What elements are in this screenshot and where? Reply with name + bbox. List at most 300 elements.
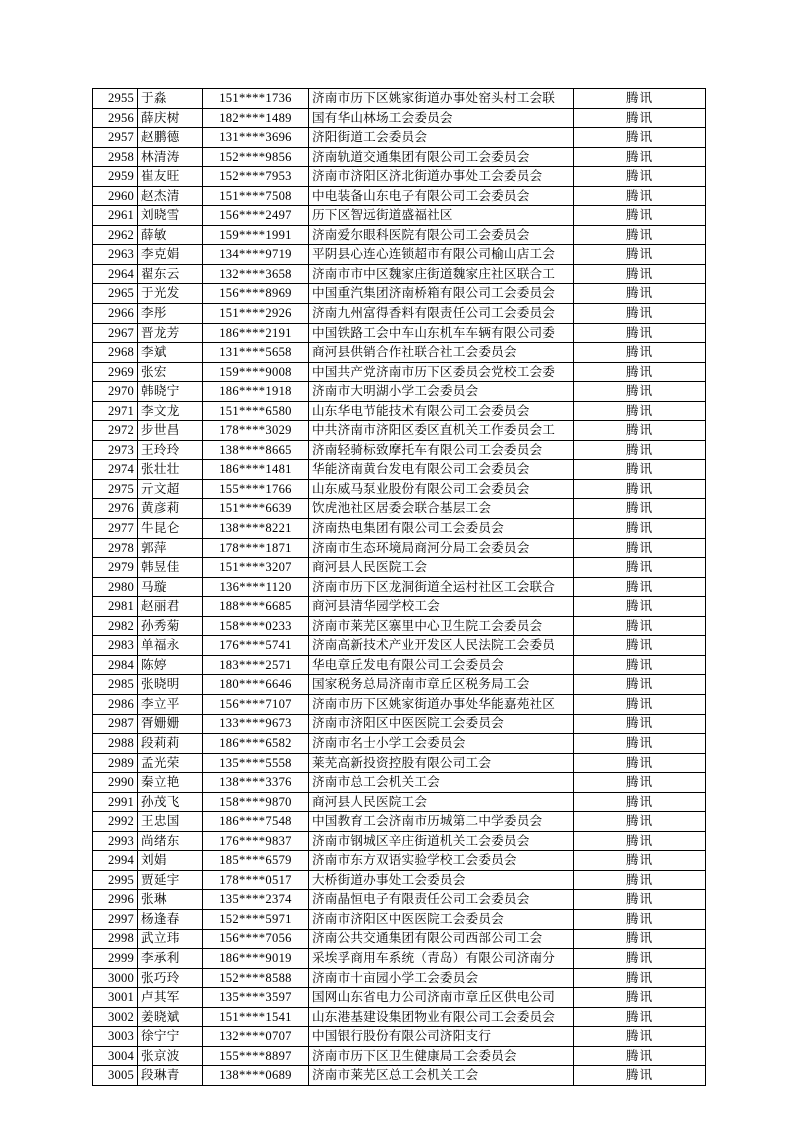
table-row — [93, 577, 706, 597]
cell-sequence-number: 2968 — [93, 343, 138, 363]
cell-organization-name: 商河县供销合作社联合社工会委员会 — [309, 343, 574, 363]
table-row — [93, 949, 706, 969]
table-row — [93, 968, 706, 988]
table-row — [93, 440, 706, 460]
cell-organization-name: 济南市钢城区辛庄街道机关工会委员会 — [309, 831, 574, 851]
cell-masked-phone-number: 182****1489 — [203, 108, 309, 128]
table-row — [93, 343, 706, 363]
cell-person-name: 陈婷 — [138, 655, 203, 675]
cell-masked-phone-number: 178****0517 — [203, 870, 309, 890]
table-row — [93, 1066, 706, 1086]
cell-source-channel: 腾讯 — [574, 440, 706, 460]
cell-organization-name: 济南轻骑标致摩托车有限公司工会委员会 — [309, 440, 574, 460]
cell-sequence-number: 3002 — [93, 1007, 138, 1027]
cell-organization-name: 济南高新技术产业开发区人民法院工会委员 — [309, 636, 574, 656]
cell-masked-phone-number: 151****1541 — [203, 1007, 309, 1027]
cell-organization-name: 商河县人民医院工会 — [309, 792, 574, 812]
cell-masked-phone-number: 159****9008 — [203, 362, 309, 382]
cell-person-name: 刘娟 — [138, 851, 203, 871]
cell-sequence-number: 2966 — [93, 304, 138, 324]
cell-organization-name: 中国教育工会济南市历城第二中学委员会 — [309, 812, 574, 832]
cell-person-name: 武立玮 — [138, 929, 203, 949]
cell-person-name: 韩昱佳 — [138, 558, 203, 578]
cell-masked-phone-number: 131****3696 — [203, 128, 309, 148]
cell-sequence-number: 2995 — [93, 870, 138, 890]
cell-source-channel: 腾讯 — [574, 108, 706, 128]
cell-masked-phone-number: 159****1991 — [203, 225, 309, 245]
cell-person-name: 贾延宇 — [138, 870, 203, 890]
table-row — [93, 812, 706, 832]
cell-source-channel: 腾讯 — [574, 890, 706, 910]
cell-person-name: 姜晓斌 — [138, 1007, 203, 1027]
cell-sequence-number: 2969 — [93, 362, 138, 382]
table-row — [93, 479, 706, 499]
cell-sequence-number: 2965 — [93, 284, 138, 304]
cell-masked-phone-number: 152****7953 — [203, 167, 309, 187]
cell-person-name: 王忠国 — [138, 812, 203, 832]
cell-source-channel: 腾讯 — [574, 909, 706, 929]
cell-masked-phone-number: 151****6639 — [203, 499, 309, 519]
cell-sequence-number: 2999 — [93, 949, 138, 969]
cell-organization-name: 济南市济阳区中医医院工会委员会 — [309, 909, 574, 929]
cell-source-channel: 腾讯 — [574, 304, 706, 324]
cell-source-channel: 腾讯 — [574, 734, 706, 754]
cell-organization-name: 山东港基建设集团物业有限公司工会委员会 — [309, 1007, 574, 1027]
cell-masked-phone-number: 186****7548 — [203, 812, 309, 832]
cell-organization-name: 山东华电节能技术有限公司工会委员会 — [309, 401, 574, 421]
cell-sequence-number: 2986 — [93, 694, 138, 714]
cell-person-name: 赵杰清 — [138, 186, 203, 206]
cell-masked-phone-number: 138****0689 — [203, 1066, 309, 1086]
cell-masked-phone-number: 151****2926 — [203, 304, 309, 324]
table-row — [93, 714, 706, 734]
cell-organization-name: 中国共产党济南市历下区委员会党校工会委 — [309, 362, 574, 382]
cell-organization-name: 济南公共交通集团有限公司西部公司工会 — [309, 929, 574, 949]
table-row — [93, 929, 706, 949]
cell-masked-phone-number: 178****1871 — [203, 538, 309, 558]
cell-sequence-number: 3005 — [93, 1066, 138, 1086]
cell-source-channel: 腾讯 — [574, 949, 706, 969]
cell-sequence-number: 2980 — [93, 577, 138, 597]
cell-source-channel: 腾讯 — [574, 929, 706, 949]
table-row — [93, 421, 706, 441]
table-row — [93, 538, 706, 558]
cell-organization-name: 国有华山林场工会委员会 — [309, 108, 574, 128]
cell-masked-phone-number: 132****3658 — [203, 264, 309, 284]
cell-source-channel: 腾讯 — [574, 753, 706, 773]
cell-person-name: 黄彦莉 — [138, 499, 203, 519]
cell-organization-name: 平阴县心连心连锁超市有限公司榆山店工会 — [309, 245, 574, 265]
cell-masked-phone-number: 135****5558 — [203, 753, 309, 773]
cell-person-name: 孟光荣 — [138, 753, 203, 773]
cell-source-channel: 腾讯 — [574, 694, 706, 714]
cell-sequence-number: 2976 — [93, 499, 138, 519]
cell-masked-phone-number: 151****1736 — [203, 89, 309, 109]
cell-person-name: 李文龙 — [138, 401, 203, 421]
cell-masked-phone-number: 152****9856 — [203, 147, 309, 167]
cell-person-name: 于淼 — [138, 89, 203, 109]
cell-person-name: 薛庆树 — [138, 108, 203, 128]
cell-sequence-number: 3000 — [93, 968, 138, 988]
cell-organization-name: 济南市总工会机关工会 — [309, 773, 574, 793]
cell-sequence-number: 2984 — [93, 655, 138, 675]
cell-person-name: 赵鹏德 — [138, 128, 203, 148]
cell-source-channel: 腾讯 — [574, 479, 706, 499]
cell-person-name: 崔友旺 — [138, 167, 203, 187]
cell-source-channel: 腾讯 — [574, 499, 706, 519]
cell-source-channel: 腾讯 — [574, 655, 706, 675]
table-row — [93, 831, 706, 851]
table-row — [93, 773, 706, 793]
cell-masked-phone-number: 138****3376 — [203, 773, 309, 793]
cell-source-channel: 腾讯 — [574, 206, 706, 226]
cell-person-name: 翟东云 — [138, 264, 203, 284]
cell-organization-name: 济南市大明湖小学工会委员会 — [309, 382, 574, 402]
cell-sequence-number: 2959 — [93, 167, 138, 187]
table-row — [93, 147, 706, 167]
cell-organization-name: 济南市生态环境局商河分局工会委员会 — [309, 538, 574, 558]
cell-source-channel: 腾讯 — [574, 264, 706, 284]
cell-person-name: 秦立艳 — [138, 773, 203, 793]
roster-table — [92, 88, 706, 1086]
table-row — [93, 636, 706, 656]
table-row — [93, 1046, 706, 1066]
cell-masked-phone-number: 178****3029 — [203, 421, 309, 441]
cell-organization-name: 济南市历下区姚家街道办事处窑头村工会联 — [309, 89, 574, 109]
cell-masked-phone-number: 151****7508 — [203, 186, 309, 206]
cell-masked-phone-number: 186****6582 — [203, 734, 309, 754]
cell-sequence-number: 2967 — [93, 323, 138, 343]
cell-source-channel: 腾讯 — [574, 1046, 706, 1066]
cell-masked-phone-number: 183****2571 — [203, 655, 309, 675]
cell-sequence-number: 2981 — [93, 597, 138, 617]
cell-person-name: 李斌 — [138, 343, 203, 363]
cell-organization-name: 济南市东方双语实验学校工会委员会 — [309, 851, 574, 871]
cell-masked-phone-number: 186****1918 — [203, 382, 309, 402]
cell-sequence-number: 2993 — [93, 831, 138, 851]
cell-organization-name: 济南市十亩园小学工会委员会 — [309, 968, 574, 988]
cell-sequence-number: 2962 — [93, 225, 138, 245]
cell-organization-name: 济阳街道工会委员会 — [309, 128, 574, 148]
table-row — [93, 186, 706, 206]
table-row — [93, 284, 706, 304]
table-row — [93, 792, 706, 812]
cell-masked-phone-number: 156****2497 — [203, 206, 309, 226]
cell-organization-name: 济南热电集团有限公司工会委员会 — [309, 519, 574, 539]
cell-source-channel: 腾讯 — [574, 167, 706, 187]
cell-person-name: 张宏 — [138, 362, 203, 382]
cell-sequence-number: 2977 — [93, 519, 138, 539]
cell-organization-name: 国网山东省电力公司济南市章丘区供电公司 — [309, 988, 574, 1008]
table-row — [93, 1007, 706, 1027]
cell-sequence-number: 2996 — [93, 890, 138, 910]
cell-organization-name: 莱芜高新投资控股有限公司工会 — [309, 753, 574, 773]
cell-source-channel: 腾讯 — [574, 284, 706, 304]
cell-source-channel: 腾讯 — [574, 597, 706, 617]
table-row — [93, 597, 706, 617]
cell-source-channel: 腾讯 — [574, 988, 706, 1008]
cell-sequence-number: 2982 — [93, 616, 138, 636]
cell-person-name: 单福永 — [138, 636, 203, 656]
cell-masked-phone-number: 133****9673 — [203, 714, 309, 734]
table-row — [93, 128, 706, 148]
cell-source-channel: 腾讯 — [574, 851, 706, 871]
table-row — [93, 460, 706, 480]
table-row — [93, 245, 706, 265]
cell-sequence-number: 3001 — [93, 988, 138, 1008]
table-row — [93, 1027, 706, 1047]
cell-sequence-number: 2989 — [93, 753, 138, 773]
table-row — [93, 851, 706, 871]
cell-organization-name: 大桥街道办事处工会委员会 — [309, 870, 574, 890]
cell-organization-name: 历下区智远街道盛福社区 — [309, 206, 574, 226]
cell-organization-name: 中电装备山东电子有限公司工会委员会 — [309, 186, 574, 206]
cell-source-channel: 腾讯 — [574, 636, 706, 656]
cell-person-name: 徐宁宁 — [138, 1027, 203, 1047]
cell-masked-phone-number: 158****9870 — [203, 792, 309, 812]
table-row — [93, 734, 706, 754]
cell-person-name: 赵丽君 — [138, 597, 203, 617]
cell-person-name: 马璇 — [138, 577, 203, 597]
cell-masked-phone-number: 135****2374 — [203, 890, 309, 910]
table-row — [93, 988, 706, 1008]
cell-masked-phone-number: 135****3597 — [203, 988, 309, 1008]
table-row — [93, 108, 706, 128]
cell-organization-name: 济南市名士小学工会委员会 — [309, 734, 574, 754]
cell-organization-name: 华电章丘发电有限公司工会委员会 — [309, 655, 574, 675]
cell-source-channel: 腾讯 — [574, 382, 706, 402]
cell-source-channel: 腾讯 — [574, 1007, 706, 1027]
roster-table-body — [93, 89, 706, 1086]
cell-sequence-number: 2988 — [93, 734, 138, 754]
cell-masked-phone-number: 188****6685 — [203, 597, 309, 617]
table-row — [93, 382, 706, 402]
cell-organization-name: 济南市市中区魏家庄街道魏家庄社区联合工 — [309, 264, 574, 284]
cell-masked-phone-number: 131****5658 — [203, 343, 309, 363]
cell-organization-name: 济南市历下区姚家街道办事处华能嘉苑社区 — [309, 694, 574, 714]
cell-source-channel: 腾讯 — [574, 89, 706, 109]
table-row — [93, 694, 706, 714]
cell-sequence-number: 2997 — [93, 909, 138, 929]
cell-person-name: 步世昌 — [138, 421, 203, 441]
cell-person-name: 胥姗姗 — [138, 714, 203, 734]
cell-person-name: 李立平 — [138, 694, 203, 714]
cell-organization-name: 国家税务总局济南市章丘区税务局工会 — [309, 675, 574, 695]
cell-organization-name: 济南市莱芜区寨里中心卫生院工会委员会 — [309, 616, 574, 636]
cell-sequence-number: 2983 — [93, 636, 138, 656]
cell-masked-phone-number: 155****1766 — [203, 479, 309, 499]
cell-person-name: 张京波 — [138, 1046, 203, 1066]
table-row — [93, 870, 706, 890]
cell-masked-phone-number: 151****6580 — [203, 401, 309, 421]
cell-masked-phone-number: 151****3207 — [203, 558, 309, 578]
cell-person-name: 尚绪东 — [138, 831, 203, 851]
cell-masked-phone-number: 138****8221 — [203, 519, 309, 539]
cell-organization-name: 山东威马泵业股份有限公司工会委员会 — [309, 479, 574, 499]
cell-source-channel: 腾讯 — [574, 401, 706, 421]
cell-organization-name: 华能济南黄台发电有限公司工会委员会 — [309, 460, 574, 480]
cell-organization-name: 采埃孚商用车系统（青岛）有限公司济南分 — [309, 949, 574, 969]
cell-organization-name: 济南九州富得香料有限责任公司工会委员会 — [309, 304, 574, 324]
cell-person-name: 张壮壮 — [138, 460, 203, 480]
cell-sequence-number: 2987 — [93, 714, 138, 734]
cell-person-name: 刘晓雪 — [138, 206, 203, 226]
cell-masked-phone-number: 156****7107 — [203, 694, 309, 714]
cell-organization-name: 商河县人民医院工会 — [309, 558, 574, 578]
cell-sequence-number: 2973 — [93, 440, 138, 460]
cell-source-channel: 腾讯 — [574, 147, 706, 167]
cell-source-channel: 腾讯 — [574, 323, 706, 343]
cell-sequence-number: 2958 — [93, 147, 138, 167]
cell-source-channel: 腾讯 — [574, 675, 706, 695]
table-row — [93, 890, 706, 910]
cell-sequence-number: 2957 — [93, 128, 138, 148]
cell-source-channel: 腾讯 — [574, 245, 706, 265]
table-row — [93, 675, 706, 695]
cell-organization-name: 济南轨道交通集团有限公司工会委员会 — [309, 147, 574, 167]
cell-sequence-number: 2994 — [93, 851, 138, 871]
cell-masked-phone-number: 186****1481 — [203, 460, 309, 480]
table-row — [93, 167, 706, 187]
cell-organization-name: 商河县清华园学校工会 — [309, 597, 574, 617]
cell-person-name: 亓文超 — [138, 479, 203, 499]
roster-table-container — [92, 88, 705, 1086]
cell-person-name: 杨逢春 — [138, 909, 203, 929]
table-row — [93, 323, 706, 343]
cell-person-name: 晋龙芳 — [138, 323, 203, 343]
cell-source-channel: 腾讯 — [574, 186, 706, 206]
cell-organization-name: 中共济南市济阳区委区直机关工作委员会工 — [309, 421, 574, 441]
cell-sequence-number: 2990 — [93, 773, 138, 793]
cell-source-channel: 腾讯 — [574, 1066, 706, 1086]
cell-sequence-number: 2972 — [93, 421, 138, 441]
cell-sequence-number: 3003 — [93, 1027, 138, 1047]
cell-source-channel: 腾讯 — [574, 812, 706, 832]
cell-person-name: 卢其军 — [138, 988, 203, 1008]
cell-source-channel: 腾讯 — [574, 831, 706, 851]
cell-person-name: 张晓明 — [138, 675, 203, 695]
cell-sequence-number: 2998 — [93, 929, 138, 949]
cell-organization-name: 济南市济阳区中医医院工会委员会 — [309, 714, 574, 734]
cell-person-name: 李承利 — [138, 949, 203, 969]
cell-person-name: 林清涛 — [138, 147, 203, 167]
cell-sequence-number: 2978 — [93, 538, 138, 558]
cell-person-name: 孙秀菊 — [138, 616, 203, 636]
cell-masked-phone-number: 155****8897 — [203, 1046, 309, 1066]
cell-organization-name: 济南市济阳区济北街道办事处工会委员会 — [309, 167, 574, 187]
cell-person-name: 薛敏 — [138, 225, 203, 245]
table-row — [93, 304, 706, 324]
cell-sequence-number: 2979 — [93, 558, 138, 578]
cell-masked-phone-number: 185****6579 — [203, 851, 309, 871]
table-row — [93, 89, 706, 109]
cell-source-channel: 腾讯 — [574, 773, 706, 793]
table-row — [93, 499, 706, 519]
cell-source-channel: 腾讯 — [574, 968, 706, 988]
cell-person-name: 李彤 — [138, 304, 203, 324]
cell-person-name: 张巧玲 — [138, 968, 203, 988]
cell-source-channel: 腾讯 — [574, 792, 706, 812]
cell-person-name: 张琳 — [138, 890, 203, 910]
cell-sequence-number: 2991 — [93, 792, 138, 812]
cell-organization-name: 中国重汽集团济南桥箱有限公司工会委员会 — [309, 284, 574, 304]
cell-source-channel: 腾讯 — [574, 128, 706, 148]
table-row — [93, 616, 706, 636]
cell-organization-name: 中国铁路工会中车山东机车车辆有限公司委 — [309, 323, 574, 343]
cell-sequence-number: 2960 — [93, 186, 138, 206]
cell-person-name: 郭萍 — [138, 538, 203, 558]
cell-source-channel: 腾讯 — [574, 343, 706, 363]
cell-source-channel: 腾讯 — [574, 714, 706, 734]
cell-masked-phone-number: 176****9837 — [203, 831, 309, 851]
cell-sequence-number: 2992 — [93, 812, 138, 832]
cell-sequence-number: 2963 — [93, 245, 138, 265]
cell-masked-phone-number: 134****9719 — [203, 245, 309, 265]
cell-source-channel: 腾讯 — [574, 616, 706, 636]
cell-masked-phone-number: 176****5741 — [203, 636, 309, 656]
cell-source-channel: 腾讯 — [574, 225, 706, 245]
cell-source-channel: 腾讯 — [574, 519, 706, 539]
table-row — [93, 655, 706, 675]
cell-person-name: 段莉莉 — [138, 734, 203, 754]
cell-masked-phone-number: 136****1120 — [203, 577, 309, 597]
cell-source-channel: 腾讯 — [574, 460, 706, 480]
cell-organization-name: 中国银行股份有限公司济阳支行 — [309, 1027, 574, 1047]
cell-sequence-number: 2975 — [93, 479, 138, 499]
cell-source-channel: 腾讯 — [574, 558, 706, 578]
cell-masked-phone-number: 186****9019 — [203, 949, 309, 969]
cell-masked-phone-number: 132****0707 — [203, 1027, 309, 1047]
cell-sequence-number: 2974 — [93, 460, 138, 480]
table-row — [93, 206, 706, 226]
cell-person-name: 于光发 — [138, 284, 203, 304]
cell-source-channel: 腾讯 — [574, 577, 706, 597]
cell-organization-name: 济南市历下区龙洞街道全运村社区工会联合 — [309, 577, 574, 597]
cell-source-channel: 腾讯 — [574, 538, 706, 558]
cell-sequence-number: 2970 — [93, 382, 138, 402]
cell-person-name: 韩晓宁 — [138, 382, 203, 402]
cell-sequence-number: 2956 — [93, 108, 138, 128]
cell-person-name: 李克娟 — [138, 245, 203, 265]
cell-source-channel: 腾讯 — [574, 421, 706, 441]
table-row — [93, 909, 706, 929]
cell-masked-phone-number: 158****0233 — [203, 616, 309, 636]
cell-organization-name: 济南晶恒电子有限责任公司工会委员会 — [309, 890, 574, 910]
cell-organization-name: 济南市莱芜区总工会机关工会 — [309, 1066, 574, 1086]
cell-person-name: 孙茂飞 — [138, 792, 203, 812]
cell-person-name: 王玲玲 — [138, 440, 203, 460]
cell-masked-phone-number: 180****6646 — [203, 675, 309, 695]
cell-sequence-number: 3004 — [93, 1046, 138, 1066]
cell-source-channel: 腾讯 — [574, 870, 706, 890]
table-row — [93, 225, 706, 245]
cell-masked-phone-number: 152****8588 — [203, 968, 309, 988]
cell-masked-phone-number: 186****2191 — [203, 323, 309, 343]
cell-masked-phone-number: 138****8665 — [203, 440, 309, 460]
cell-sequence-number: 2955 — [93, 89, 138, 109]
table-row — [93, 519, 706, 539]
cell-sequence-number: 2964 — [93, 264, 138, 284]
cell-masked-phone-number: 156****7056 — [203, 929, 309, 949]
cell-organization-name: 饮虎池社区居委会联合基层工会 — [309, 499, 574, 519]
cell-source-channel: 腾讯 — [574, 1027, 706, 1047]
table-row — [93, 401, 706, 421]
table-row — [93, 753, 706, 773]
cell-organization-name: 济南市历下区卫生健康局工会委员会 — [309, 1046, 574, 1066]
cell-person-name: 段琳青 — [138, 1066, 203, 1086]
cell-sequence-number: 2971 — [93, 401, 138, 421]
cell-masked-phone-number: 152****5971 — [203, 909, 309, 929]
